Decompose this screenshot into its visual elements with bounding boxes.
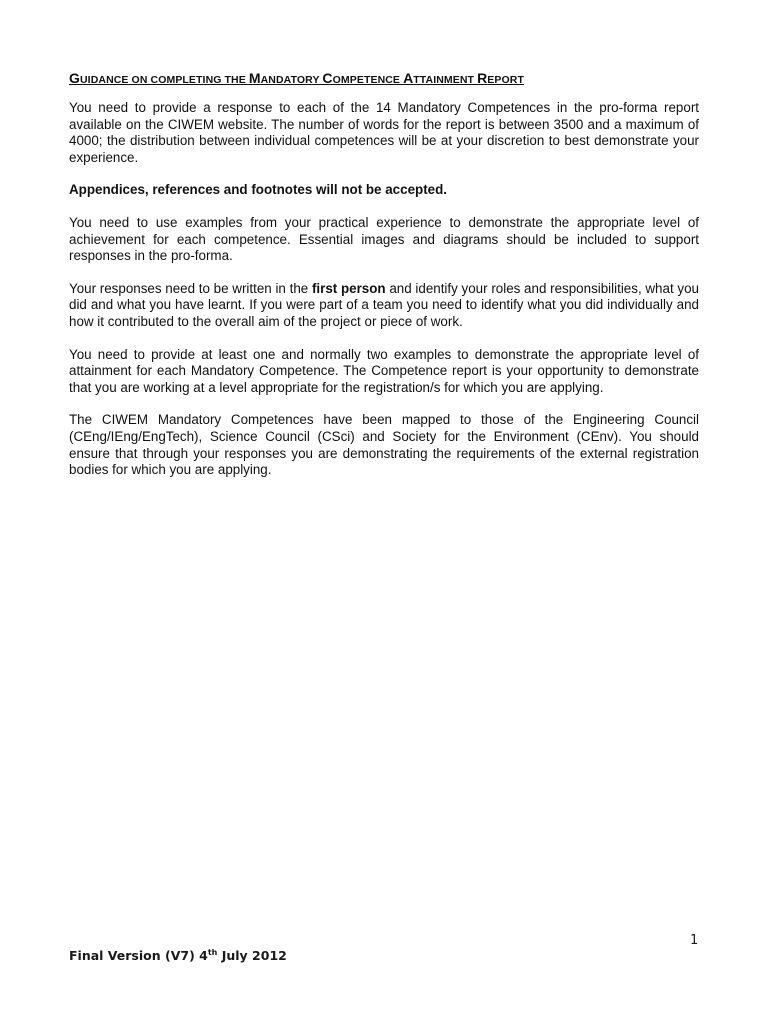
- paragraph-word-count: You need to provide a response to each of the 14 Mandatory Competences in the pro-forma report available on the CIWEM website. The number of words for the report is between 3500 and a maximum of 4000; the distribution between individual competences will be at your discretion to best demonstrate your experience.: [69, 100, 699, 165]
- page-number: 1: [690, 933, 699, 948]
- paragraph-appendices-warning: Appendices, references and footnotes will not be accepted.: [69, 182, 447, 198]
- title-part: OMPETENCE: [332, 74, 404, 86]
- title-part: UIDANCE ON COMPLETING THE: [80, 74, 249, 86]
- paragraph-examples-count: You need to provide at least one and normally two examples to demonstrate the appropriate level of attainment for each Mandatory Competence. The Competence report is your opportunity to demonstrate that you are working at a level appropriate for the registration/s for which you are applying.: [69, 346, 699, 395]
- title-part: TTAINMENT: [413, 74, 478, 86]
- paragraph-practical-examples: You need to use examples from your practical experience to demonstrate the appropriate level of achievement for each competence. Essential images and diagrams should be included to support responses in the pro-forma.: [69, 214, 699, 264]
- title-part: M: [248, 70, 261, 86]
- title-part: EPORT: [487, 74, 524, 86]
- document-title: [69, 70, 699, 86]
- paragraph-mapping: The CIWEM Mandatory Competences have been mapped to those of the Engineering Council (CEng/IEng/EngTech), Science Council (CSci) and Society for the Environment (CEnv). You should ensure that through your responses you are demonstrating the requirements of the external registration bodies for which you are applying.: [69, 412, 699, 478]
- title-part: R: [477, 70, 488, 86]
- text-run: and identify your roles and responsibilities, what you did and what you have learnt. If you were part of a team you need to identify what you did individually and how it contributed to the overall aim of the project or piece of work.: [69, 280, 699, 329]
- title-part: G: [69, 70, 80, 86]
- footer-version-suffix: July 2012: [217, 948, 287, 964]
- title-part: C: [322, 70, 333, 86]
- paragraph-first-person: [69, 281, 699, 331]
- emphasis-first-person: first person: [311, 280, 386, 296]
- document-body: [69, 70, 699, 495]
- footer-version: [69, 948, 287, 963]
- footer-version-sup: th: [207, 948, 218, 957]
- footer-version-prefix: Final Version (V7) 4: [69, 948, 208, 964]
- title-part: A: [403, 70, 414, 86]
- title-part: ANDATORY: [260, 74, 323, 86]
- text-run: Your responses need to be written in the: [69, 280, 312, 296]
